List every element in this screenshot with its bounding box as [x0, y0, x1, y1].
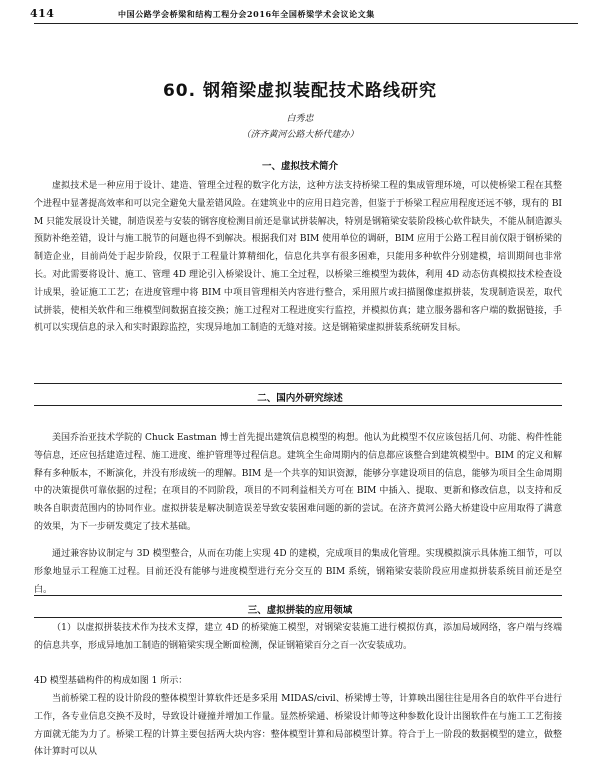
section-heading-2: 二、国内外研究综述 [257, 393, 343, 404]
section-2-paragraph-1: 美国乔治亚技术学院的 Chuck Eastman 博士首先提出建筑信息模型的构想。他认为此模型不仅应该包括几何、功能、构件性能等信息，还应包括建造过程、施工进度、维护管理等过程信息。建筑全生命周期内的信息都应该整合到建筑模型中。BIM 的定义和解释有多种版本，不断演化，并没有形成统一的理解。BIM 是一个共享的知识资源，能够分享建设项目的信息，能够为项目全生命周期中的决策提供可靠依据的过程；在项目的不同阶段，项目的不同利益相关方可在 BIM 中插入、提取、更新和修改信息，以支持和反映各自职责范围内的协同作业。虚拟拼装是解决制造误差导致安装困难问题的新的尝试。在济齐黄河公路大桥建设中应用取得了满意的效果，为下一步研发奠定了技术基础。 [34, 433, 562, 532]
section-rule-top-2 [34, 383, 562, 384]
section-3-paragraph-2: 4D 模型基础构件的构成如图 1 所示： [34, 676, 188, 686]
author-affiliation: （济齐黄河公路大桥代建办） [241, 130, 359, 140]
section-2-paragraph-2: 通过兼容协议制定与 3D 模型整合，从而在功能上实现 4D 的建模，完成项目的集成化管理。实现模拟演示具体施工细节，可以形象地显示工程施工过程。目前还没有能够与进度模型进行充分交互的 BIM 系统，钢箱梁安装阶段应用虚拟拼装系统目前还是空白。 [34, 549, 562, 595]
section-heading-1: 一、虚拟技术简介 [261, 161, 338, 172]
header-rule [34, 23, 578, 24]
section-3-paragraph-1: （1）以虚拟拼装技术作为技术支撑，建立 4D 的桥梁施工模型，对钢梁安装施工进行模拟仿真，添加局域网络，客户端与终端的信息共享，形成异地加工制造的钢箱梁实现全断面检测，保证钢箱梁百分之百一次安装成功。 [34, 623, 562, 651]
author-name: 白秀忠 [286, 114, 314, 124]
section-rule-top-3 [34, 595, 562, 596]
section-heading-3: 三、虚拟拼装的应用领域 [247, 605, 353, 616]
page-number: 414 [30, 7, 55, 20]
section-3-paragraph-3: 当前桥梁工程的设计阶段的整体模型计算软件还是多采用 MIDAS/civil、桥梁博士等，计算映出图往往是用各自的软件平台进行工作，各专业信息交换不及时，导致设计碰撞并增加工作量。显然桥梁通、桥梁设计师等这种参数化设计出图软件在与施工工艺衔接方面就无能为力了。桥梁工程的计算主要包括两大块内容：整体模型计算和局部模型计算。符合于上一阶段的数据模型的建立，做整体计算时可以从 [34, 694, 562, 758]
section-rule-bottom-3 [34, 617, 562, 618]
page-header [0, 0, 600, 26]
running-head: 中国公路学会桥梁和结构工程分会2016年全国桥梁学术会议论文集 [118, 9, 375, 19]
article-title: 60. 钢箱梁虚拟装配技术路线研究 [162, 81, 438, 101]
section-rule-bottom-2 [34, 405, 562, 406]
section-1-paragraph-1: 虚拟技术是一种应用于设计、建造、管理全过程的数字化方法，这种方法支持桥梁工程的集成管理环境，可以使桥梁工程在其整个进程中显著提高效率和可以完全避免大量差错风险。在建筑业中的应用日趋完善，但鉴于于桥梁工程应用程度还远不够，现有的 BIM 只能发展设计关键，制造误差与安装的钢容度检测目前还是靠试拼装解决，特别是钢箱梁安装阶段核心软件缺失，不能从制造源头预防补绝差错，设计与施工脱节的问题也得不到解决。根据我们对 BIM 使用单位的调研，BIM 应用于公路工程目前仅限于钢桥梁的制造企业，目前尚处于起步阶段，仅限于工程量计算精细化，信息化共享有很多困难，只能用多种软件分别建模，培训期间也非常长。对此需要将设计、施工、管理 4D 理论引入桥梁设计、施工全过程，以桥梁三维模型为载体，利用 4D 动态仿真模拟技术检查设计成果，验证施工工艺；在进度管理中将 BIM 中项目管理相关内容进行整合，采用照片或扫描图像虚拟拼装，发现制造误差，取代试拼装，使相关软件和三维模型间数据直接交换；施工过程对工程进度实行监控，并模拟仿真；建立服务器和客户端的数据链接，手机可以实现信息的录入和实时跟踪监控，实现异地加工制造的无缝对接。这是钢箱梁虚拟拼装系统研发目标。 [34, 181, 562, 334]
